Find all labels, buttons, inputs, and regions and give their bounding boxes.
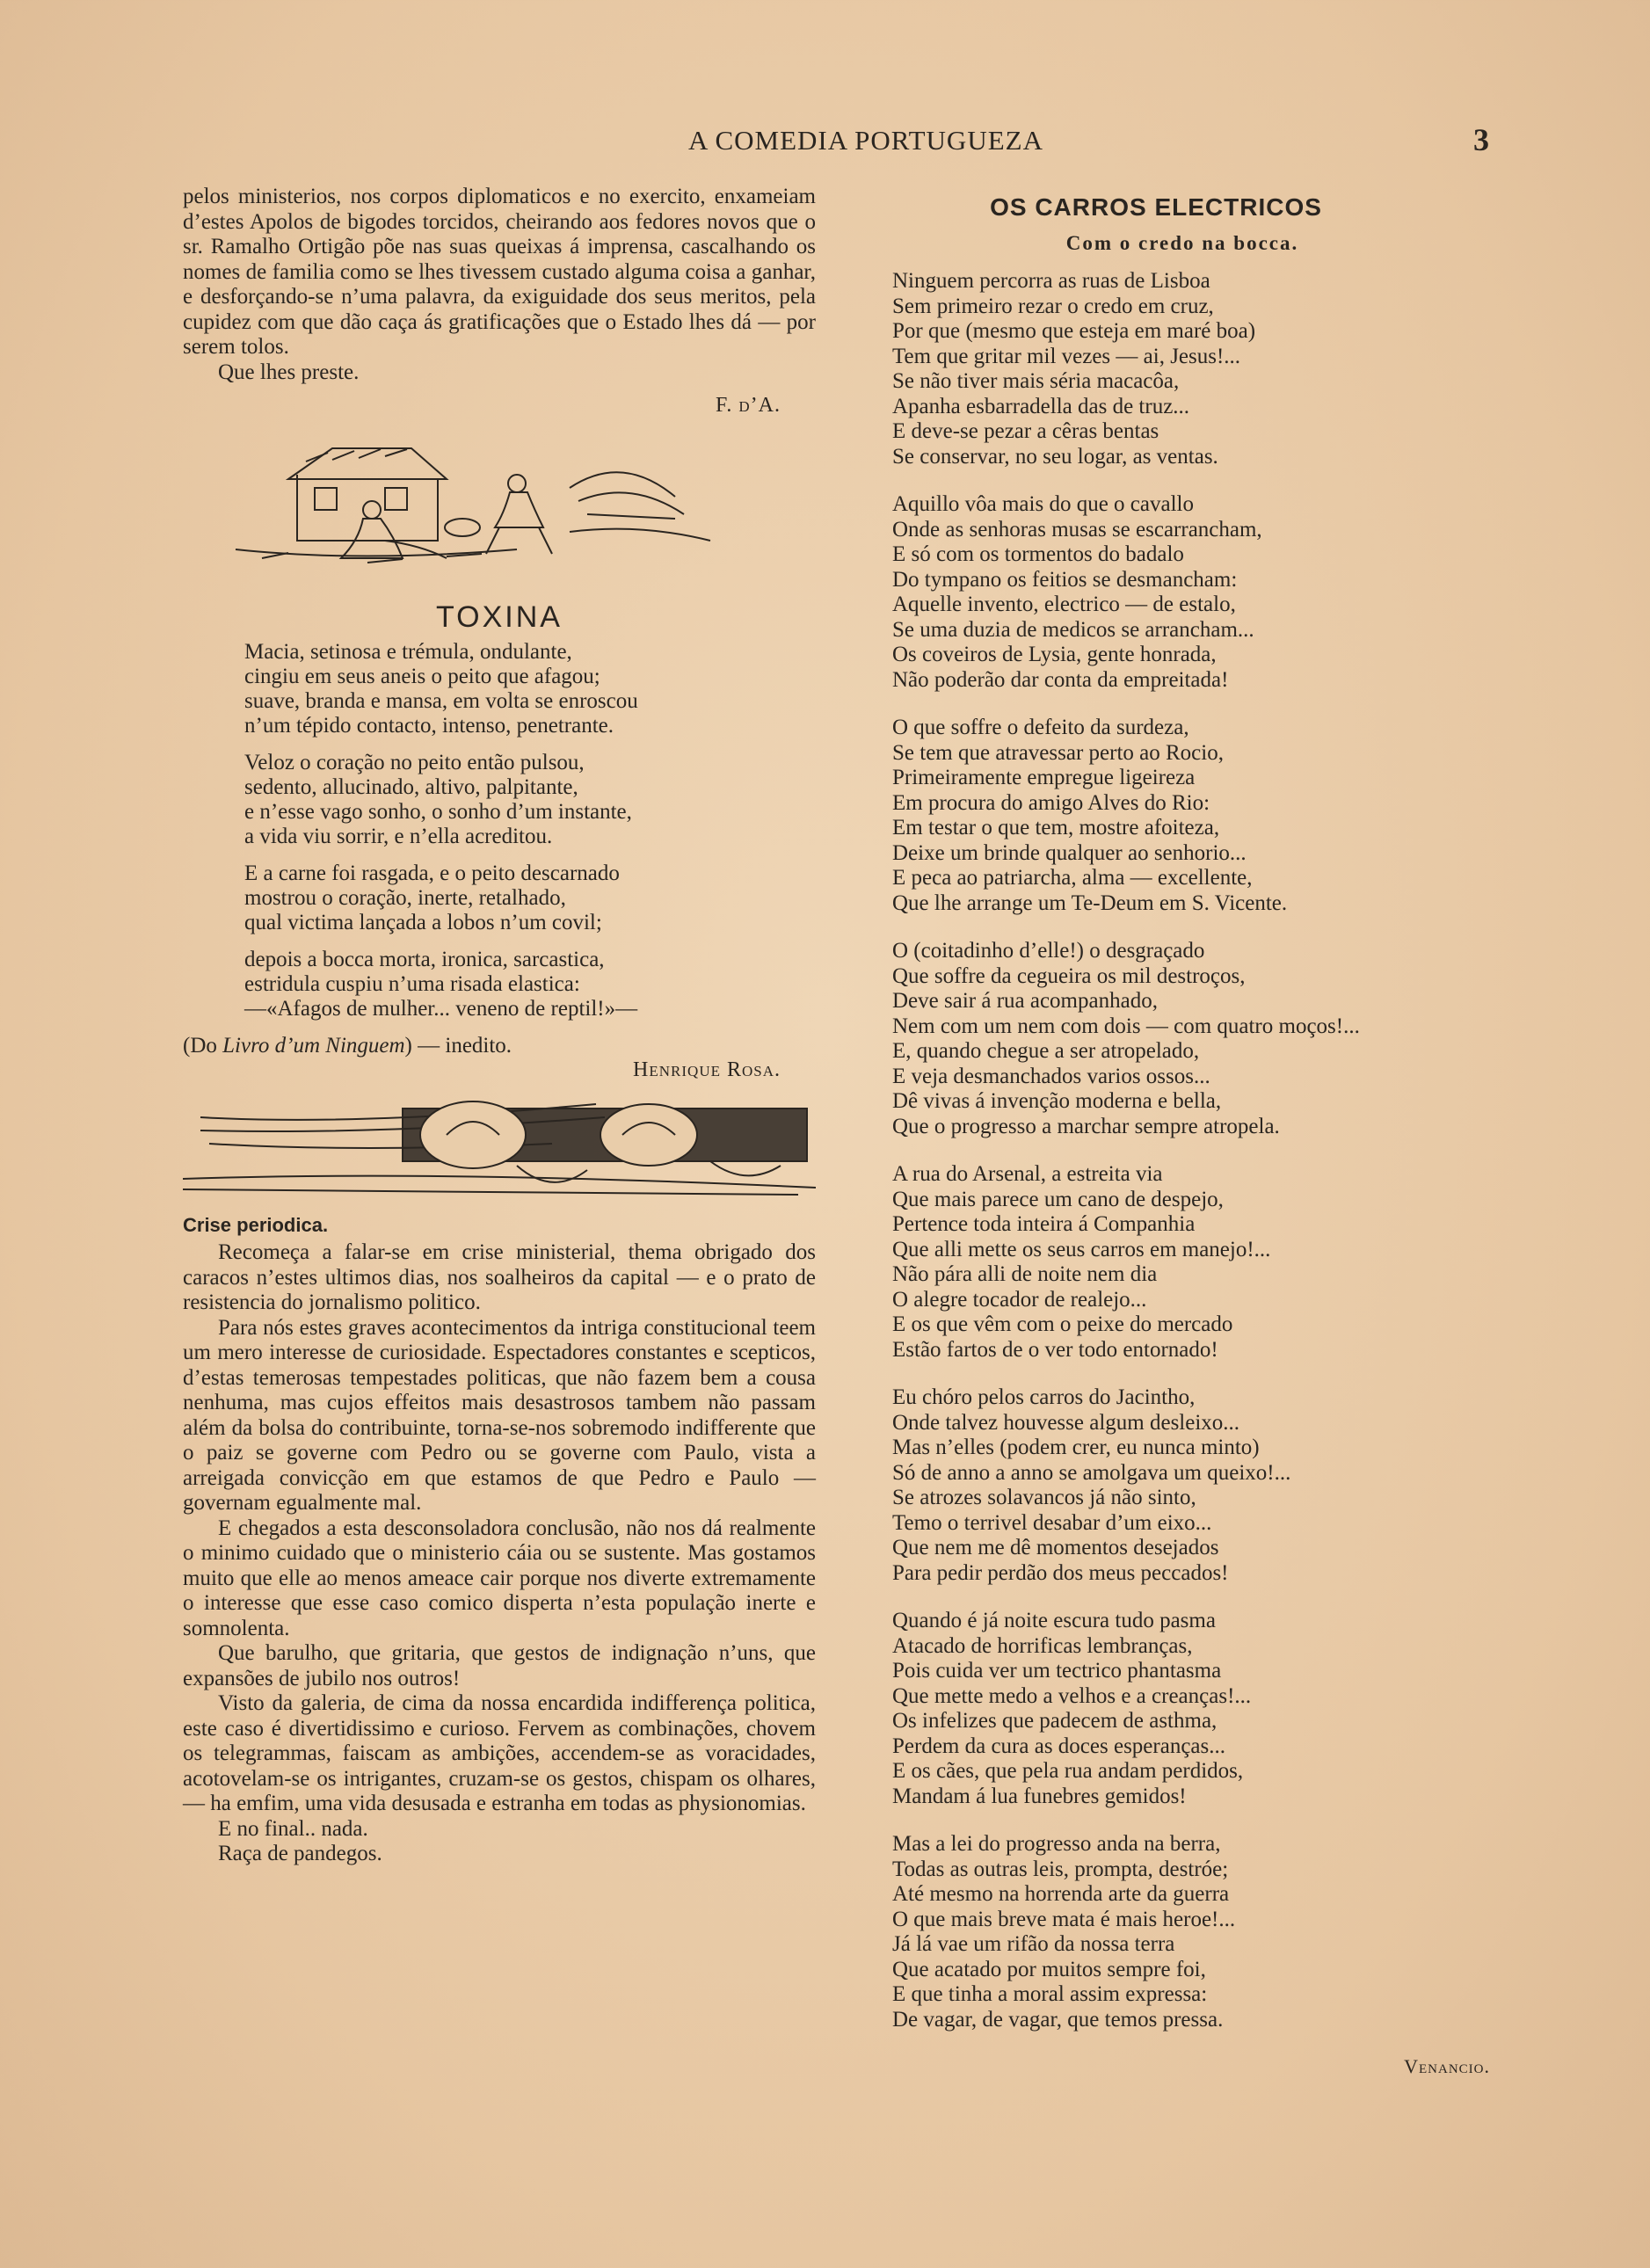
verse-line: —«Afagos de mulher... veneno de reptil!»— [244, 997, 638, 1021]
poem-stanza-1 [244, 640, 816, 738]
verse-line: Que o progresso a marchar sempre atropela. [892, 1114, 1280, 1138]
page-number: 3 [1473, 122, 1489, 157]
verse-line: E os cães, que pela rua andam perdidos, [892, 1759, 1244, 1783]
verse-line: E os que vêm com o peixe do mercado [892, 1312, 1233, 1336]
verse-line: Só de anno a anno se amolgava um queixo!... [892, 1460, 1291, 1485]
verse-line: Do tympano os feitios se desmancham: [892, 567, 1238, 592]
verse-line: Macia, setinosa e trémula, ondulante, [244, 640, 572, 664]
poem-stanza-3 [244, 861, 816, 935]
verse-line: Tem que gritar mil vezes — ai, Jesus!... [892, 344, 1241, 368]
verse-line: Temo o terrivel desabar d’um eixo... [892, 1510, 1212, 1535]
poem-stanza-3 [892, 716, 1446, 916]
verse-line: n’um tépido contacto, intenso, penetrante. [244, 714, 614, 738]
verse-line: Por que (mesmo que esteja em maré boa) [892, 319, 1256, 343]
verse-line: mostrou o coração, inerte, retalhado, [244, 886, 566, 910]
section-paragraph: Raça de pandegos. [218, 1842, 382, 1865]
verse-line: Deixe um brinde qualquer ao senhorio... [892, 840, 1247, 865]
verse-line: Dê vivas á invenção moderna e bella, [892, 1089, 1222, 1113]
verse-line: cingiu em seus aneis o peito que afagou; [244, 665, 600, 688]
poem-stanza-4 [244, 948, 816, 1021]
verse-line: Pois cuida ver um tectrico phantasma [892, 1659, 1222, 1683]
verse-line: Apanha esbarradella das de truz... [892, 394, 1190, 418]
verse-line: Todas as outras leis, prompta, destróe; [892, 1857, 1229, 1881]
verse-line: Sem primeiro rezar o credo em cruz, [892, 294, 1214, 318]
verse-line: Veloz o coração no peito então pulsou, [244, 751, 585, 774]
verse-line: e n’esse vago sonho, o sonho d’um instante, [244, 800, 632, 824]
verse-line: E deve-se pezar a cêras bentas [892, 419, 1159, 443]
poem-stanza-8 [892, 1832, 1446, 2032]
verse-line: Aquillo vôa mais do que o cavallo [892, 492, 1194, 516]
verse-line: Não pára alli de noite nem dia [892, 1262, 1158, 1286]
verse-line: Não poderão dar conta da empreitada! [892, 667, 1229, 692]
page-header [0, 122, 1650, 169]
verse-line: Em testar o que tem, mostre afoiteza, [892, 816, 1220, 840]
verse-line: Se atrozes solavancos já não sinto, [892, 1486, 1196, 1509]
right-column [866, 185, 1490, 2078]
verse-line: E que tinha a moral assim expressa: [892, 1982, 1208, 2006]
verse-line: Onde talvez houvesse algum desleixo... [892, 1410, 1240, 1435]
verse-line: E só com os tormentos do badalo [892, 542, 1184, 566]
verse-line: O (coitadinho d’elle!) o desgraçado [892, 939, 1205, 963]
verse-line: Mas n’elles (podem crer, eu nunca minto) [892, 1436, 1260, 1459]
section-paragraph: Para nós estes graves acontecimentos da intriga constitucional teem um mero interesse de curiosidade. Espectadores constantes e scepticos, d’estas temerosas tempestades politicas, que não fazem bem a cousa nenhuma, mas cujos effeitos mais desastrosos tambem não passam além da bolsa do contribuinte, torna-se-nos sobremodo indifferente que o paiz se governe com Pedro ou se governe com Paulo, vista a arreigada convicção em que estamos de que Pedro e Paulo — governam egualmente mal. [183, 1315, 816, 1515]
verse-line: sedento, allucinado, altivo, palpitante, [244, 775, 578, 799]
verse-line: qual victima lançada a lobos n’um covil; [244, 911, 602, 934]
section-paragraph: Recomeça a falar-se em crise ministerial, thema obrigado dos caracos n’estes ultimos dias, nos soalheiros da capital — e o prato de resistencia do jornalismo politico. [183, 1240, 816, 1314]
verse-line: Atacado de horrificas lembranças, [892, 1633, 1193, 1658]
verse-line: Mandam á lua funebres gemidos! [892, 1784, 1187, 1808]
poem-stanza-2 [892, 492, 1446, 693]
verse-line: Que mette medo a velhos e a creanças!... [892, 1683, 1252, 1708]
verse-line: Os infelizes que padecem de asthma, [892, 1709, 1218, 1733]
verse-line: Deve sair á rua acompanhado, [892, 989, 1158, 1013]
verse-line: O alegre tocador de realejo... [892, 1287, 1147, 1312]
verse-line: Eu chóro pelos carros do Jacintho, [892, 1385, 1196, 1409]
left-column [183, 185, 816, 1867]
verse-line: suave, branda e mansa, em volta se enroscou [244, 689, 638, 713]
poem-stanza-5 [892, 1162, 1446, 1363]
article-subtitle: Com o credo na bocca. [1065, 232, 1299, 254]
verse-line: E, quando chegue a ser atropelado, [892, 1039, 1200, 1063]
verse-line: O que soffre o defeito da surdeza, [892, 716, 1189, 739]
verse-line: Onde as senhoras musas se escarrancham, [892, 517, 1262, 542]
poem-title: TOXINA [436, 600, 563, 634]
verse-line: Pertence toda inteira á Companhia [892, 1212, 1196, 1236]
verse-line: E peca ao patriarcha, alma — excellente, [892, 866, 1253, 890]
section-paragraph: Visto da galeria, de cima da nossa encardida indifferença politica, este caso é divertidissimo e curioso. Fervem as combinações, chovem os telegrammas, faiscam as ambições, accendem-se as voracidades, acotovelam-se os intrigantes, cruzam-se os gestos, chispam os olhares, — ha emfim, uma vida desusada e estranha em todas as physionomias. [183, 1691, 816, 1815]
section-paragraph: Que barulho, que gritaria, que gestos de indignação n’uns, que expansões de jubilo nos outros! [183, 1641, 816, 1690]
verse-line: Primeiramente empregue ligeireza [892, 766, 1196, 789]
section-paragraph: E chegados a esta desconsoladora conclusão, não nos dá realmente o minimo cuidado que o ministerio cáia ou se sustente. Mas gostamos muito que elle ao menos ameace cair porque nos diverte extremamente o interesse que esse caso comico disperta n’esta população inerte e somnolenta. [183, 1516, 816, 1640]
verse-line: Que mais parece um cano de despejo, [892, 1187, 1224, 1211]
verse-line: Que nem me dê momentos desejados [892, 1536, 1219, 1559]
verse-line: E veja desmanchados varios ossos... [892, 1064, 1210, 1088]
vegetables-illustration [183, 1082, 816, 1205]
verse-line: Em procura do amigo Alves do Rio: [892, 790, 1210, 815]
verse-line: Que soffre da cegueira os mil destroços, [892, 963, 1246, 988]
verse-line: depois a bocca morta, ironica, sarcastica, [244, 948, 605, 971]
verse-line: Que alli mette os seus carros em manejo!... [892, 1237, 1271, 1261]
verse-line: Aquelle invento, electrico — de estalo, [892, 592, 1236, 616]
section-heading: Crise periodica. [183, 1214, 329, 1236]
verse-line: Se tem que atravessar perto ao Rocio, [892, 740, 1224, 765]
verse-line: a vida viu sorrir, e n’ella acreditou. [244, 825, 553, 848]
book-title: Livro d’um Ninguem [222, 1034, 405, 1058]
poem-stanza-7 [892, 1609, 1446, 1809]
closing-line: Que lhes preste. [218, 360, 360, 384]
poem-stanza-2 [244, 751, 816, 849]
poem-author: Henrique Rosa. [633, 1058, 781, 1081]
poem-stanza-4 [892, 939, 1446, 1139]
verse-line: Já lá vae um rifão da nossa terra [892, 1932, 1175, 1956]
intro-paragraph: pelos ministerios, nos corpos diplomaticos e no exercito, enxameiam d’estes Apolos de bigodes torcidos, cheirando aos fedores novos que o sr. Ramalho Ortigão põe nas suas queixas á imprensa, cascalhando os nomes de familia como se lhes tivessem custado alguma coisa a ganhar, e desforçando-se n’uma palavra, da exiguidade dos seus meritos, pela cupidez com que dão caça ás gratificações que o Estado lhes dá — por serem tolos. [183, 185, 816, 359]
rural-scene-illustration [183, 418, 816, 593]
verse-line: O que mais breve mata é mais heroe!... [892, 1907, 1236, 1931]
verse-line: Se conservar, no seu logar, as ventas. [892, 444, 1218, 469]
poem-body [866, 269, 1446, 2032]
verse-line: estridula cuspiu n’uma risada elastica: [244, 972, 580, 996]
verse-line: Que lhe arrange um Te-Deum em S. Vicente. [892, 890, 1288, 915]
section-paragraph: E no final.. nada. [218, 1816, 368, 1841]
publication-title: A COMEDIA PORTUGUEZA [688, 125, 1043, 156]
verse-line: Se não tiver mais séria macacôa, [892, 369, 1180, 393]
verse-line: Para pedir perdão dos meus peccados! [892, 1560, 1229, 1585]
signature-fda: F. d’A. [715, 394, 781, 417]
verse-line: Perdem da cura as doces esperanças... [892, 1734, 1225, 1758]
verse-line: Nem com um nem com dois — com quatro moços!... [892, 1014, 1360, 1038]
verse-line: Estão fartos de o ver todo entornado! [892, 1337, 1218, 1362]
poem-stanza-6 [892, 1385, 1446, 1586]
verse-line: A rua do Arsenal, a estreita via [892, 1162, 1163, 1186]
poem-stanza-1 [892, 269, 1446, 469]
signature-venancio: Venancio. [1404, 2055, 1490, 2077]
verse-line: Que acatado por muitos sempre foi, [892, 1957, 1206, 1981]
verse-line: De vagar, de vagar, que temos pressa. [892, 2007, 1224, 2032]
poem-source: (Do Livro d’um Ninguem) — inedito. [183, 1034, 512, 1058]
verse-line: Os coveiros de Lysia, gente honrada, [892, 643, 1217, 666]
verse-line: Até mesmo na horrenda arte da guerra [892, 1882, 1230, 1906]
verse-line: Se uma duzia de medicos se arrancham... [892, 617, 1254, 642]
verse-line: E a carne foi rasgada, e o peito descarnado [244, 861, 620, 885]
verse-line: Ninguem percorra as ruas de Lisboa [892, 269, 1210, 293]
verse-line: Mas a lei do progresso anda na berra, [892, 1832, 1221, 1856]
article-title: OS CARROS ELECTRICOS [990, 193, 1322, 221]
verse-line: Quando é já noite escura tudo pasma [892, 1609, 1216, 1632]
